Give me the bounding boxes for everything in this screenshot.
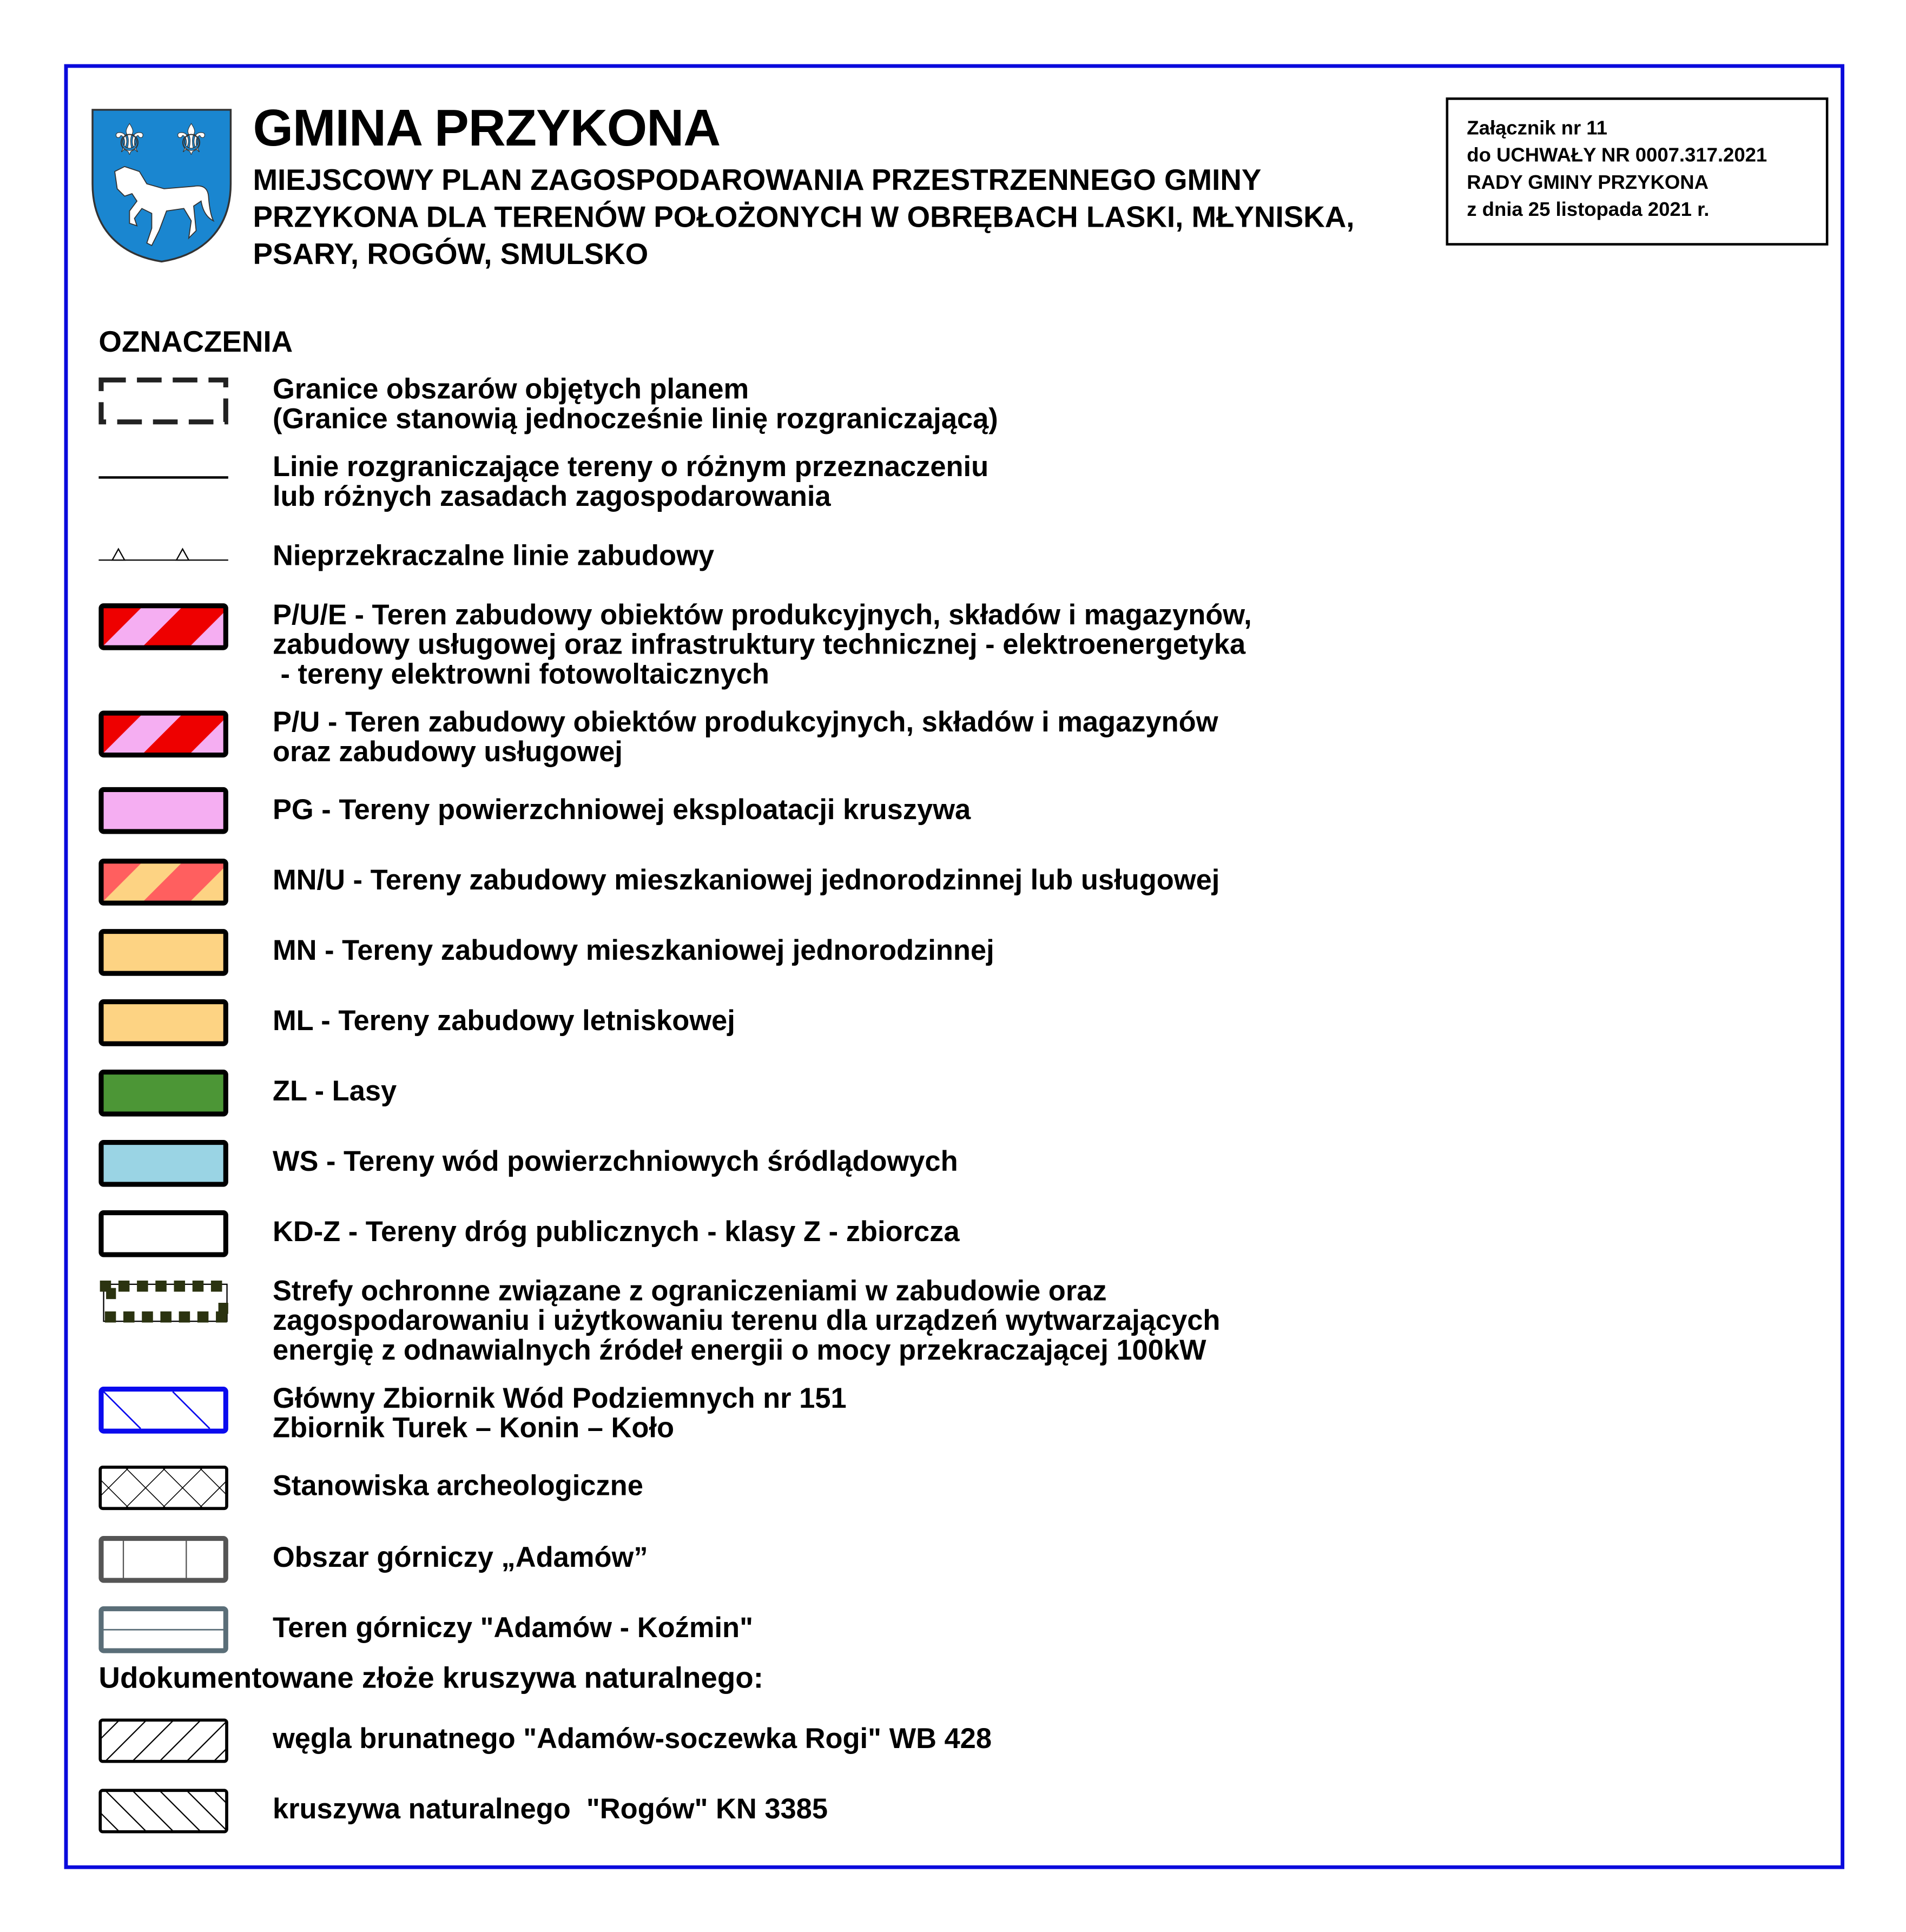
- legend-label: [273, 1542, 648, 1572]
- legend-label-line: Teren górniczy "Adamów - Koźmin": [272, 1611, 753, 1644]
- legend-label-line: Strefy ochronne związane z ograniczeniami w zabudowie oraz: [272, 1274, 1107, 1307]
- legend-label-line: Stanowiska archeologiczne: [272, 1469, 643, 1502]
- protection-zone-swatch-icon: [96, 1278, 231, 1327]
- stripes-swatch-icon: [96, 601, 231, 653]
- legend-label-line: Linie rozgraniczające tereny o różnym przeznaczeniu: [272, 450, 989, 483]
- legend-label: [273, 1794, 828, 1824]
- legend-label-line: kruszywa naturalnego "Rogów" KN 3385: [272, 1792, 828, 1825]
- legend-label: [273, 1005, 735, 1035]
- plan-subtitle: [253, 163, 1354, 274]
- sheet-frame: [64, 64, 1844, 1869]
- subtitle-line: PRZYKONA DLA TERENÓW POŁOŻONYCH W OBRĘBACH LASKI, MŁYNISKA,: [253, 201, 1355, 235]
- legend-label-line: Obszar górniczy „Adamów”: [272, 1541, 648, 1573]
- legend-label: [273, 1471, 643, 1500]
- legend-label-line: P/U/E - Teren zabudowy obiektów produkcyjnych, składów i magazynów,: [272, 598, 1252, 631]
- legend-label: [273, 452, 988, 511]
- legend-label: [273, 1383, 847, 1442]
- legend-label-line: MN/U - Tereny zabudowy mieszkaniowej jednorodzinnej lub usługowej: [272, 863, 1220, 896]
- legend-label-line: węgla brunatnego "Adamów-soczewka Rogi" WB 428: [272, 1722, 992, 1755]
- legend-label-line: Nieprzekraczalne linie zabudowy: [272, 539, 715, 571]
- legend-label: [273, 540, 714, 570]
- coat-of-arms-icon: [90, 107, 233, 264]
- legend-label-line: Główny Zbiornik Wód Podziemnych nr 151: [272, 1381, 847, 1414]
- legend-label: [273, 1724, 992, 1753]
- subtitle-line: PSARY, ROGÓW, SMULSKO: [253, 238, 649, 272]
- solid-swatch-icon: [96, 997, 231, 1049]
- legend-label: [273, 1216, 960, 1246]
- crosshatch-swatch-icon: [96, 1463, 231, 1512]
- legend-label: [273, 865, 1219, 894]
- legend-label-line: KD-Z - Tereny dróg publicznych - klasy Z - zbiorcza: [272, 1215, 960, 1248]
- subtitle-line: MIEJSCOWY PLAN ZAGOSPODAROWANIA PRZESTRZENNEGO GMINY: [253, 164, 1262, 197]
- annex-line: RADY GMINY PRZYKONA: [1467, 173, 1709, 194]
- stripes-swatch-icon: [96, 708, 231, 760]
- deposits-heading: Udokumentowane złoże kruszywa naturalnego:: [98, 1661, 763, 1696]
- solid-swatch-icon: [96, 784, 231, 836]
- legend-label-line: (Granice stanowią jednocześnie linię rozgraniczającą): [272, 402, 998, 434]
- solid-swatch-icon: [96, 1067, 231, 1119]
- annex-line: Załącznik nr 11: [1467, 118, 1607, 140]
- svg-text:⚜: ⚜: [172, 116, 210, 165]
- legend-label-line: ZL - Lasy: [272, 1074, 397, 1107]
- legend-label-line: WS - Tereny wód powierzchniowych śródlądowych: [272, 1145, 958, 1177]
- triangle-line-swatch-icon: [96, 543, 231, 565]
- legend-label-line: zagospodarowaniu i użytkowaniu terenu dla urządzeń wytwarzających: [272, 1304, 1221, 1336]
- legend-label-line: energię z odnawialnych źródeł energii o mocy przekraczającej 100kW: [272, 1334, 1206, 1366]
- legend-label: [273, 374, 998, 433]
- legend-label: [273, 707, 1218, 766]
- solid-swatch-icon: [96, 1208, 231, 1260]
- legend-label: [273, 1612, 753, 1642]
- page-title: GMINA PRZYKONA: [253, 98, 721, 157]
- mining-terrain-swatch-icon: [96, 1604, 231, 1656]
- legend-label-line: MN - Tereny zabudowy mieszkaniowej jednorodzinnej: [272, 934, 994, 966]
- legend-label-line: P/U - Teren zabudowy obiektów produkcyjnych, składów i magazynów: [272, 705, 1218, 738]
- legend-label-line: Granice obszarów objętych planem: [272, 372, 749, 405]
- legend-label-line: Zbiornik Turek – Konin – Koło: [272, 1411, 675, 1443]
- legend-label-line: zabudowy usługowej oraz infrastruktury technicznej - elektroenergetyka: [272, 628, 1246, 660]
- mining-area-swatch-icon: [96, 1533, 231, 1585]
- svg-text:⚜: ⚜: [110, 116, 149, 165]
- legend-label-line: oraz zabudowy usługowej: [272, 735, 623, 768]
- solid-line-swatch-icon: [96, 472, 231, 482]
- groundwater-swatch-icon: [96, 1384, 231, 1436]
- legend-label: [273, 599, 1252, 688]
- hatch-forward-swatch-icon: [96, 1716, 231, 1765]
- dashed-boundary-swatch-icon: [96, 375, 231, 427]
- legend-label: [273, 795, 971, 825]
- legend-label: [273, 935, 994, 965]
- legend-label-line: lub różnych zasadach zagospodarowania: [272, 480, 831, 512]
- legend-label-line: ML - Tereny zabudowy letniskowej: [272, 1004, 735, 1037]
- solid-swatch-icon: [96, 1137, 231, 1189]
- legend-label: [273, 1276, 1221, 1364]
- solid-swatch-icon: [96, 927, 231, 979]
- legend-label: [273, 1076, 397, 1105]
- annex-line: z dnia 25 listopada 2021 r.: [1467, 200, 1710, 221]
- legend-label-line: - tereny elektrowni fotowoltaicznych: [272, 657, 769, 690]
- stripes-swatch-icon: [96, 856, 231, 908]
- legend-heading: OZNACZENIA: [98, 325, 293, 359]
- legend-label-line: PG - Tereny powierzchniowej eksploatacji kruszywa: [272, 793, 971, 826]
- annex-line: do UCHWAŁY NR 0007.317.2021: [1467, 146, 1767, 167]
- hatch-back-swatch-icon: [96, 1786, 231, 1836]
- legend-label: [273, 1146, 958, 1176]
- annex-box: [1446, 97, 1829, 246]
